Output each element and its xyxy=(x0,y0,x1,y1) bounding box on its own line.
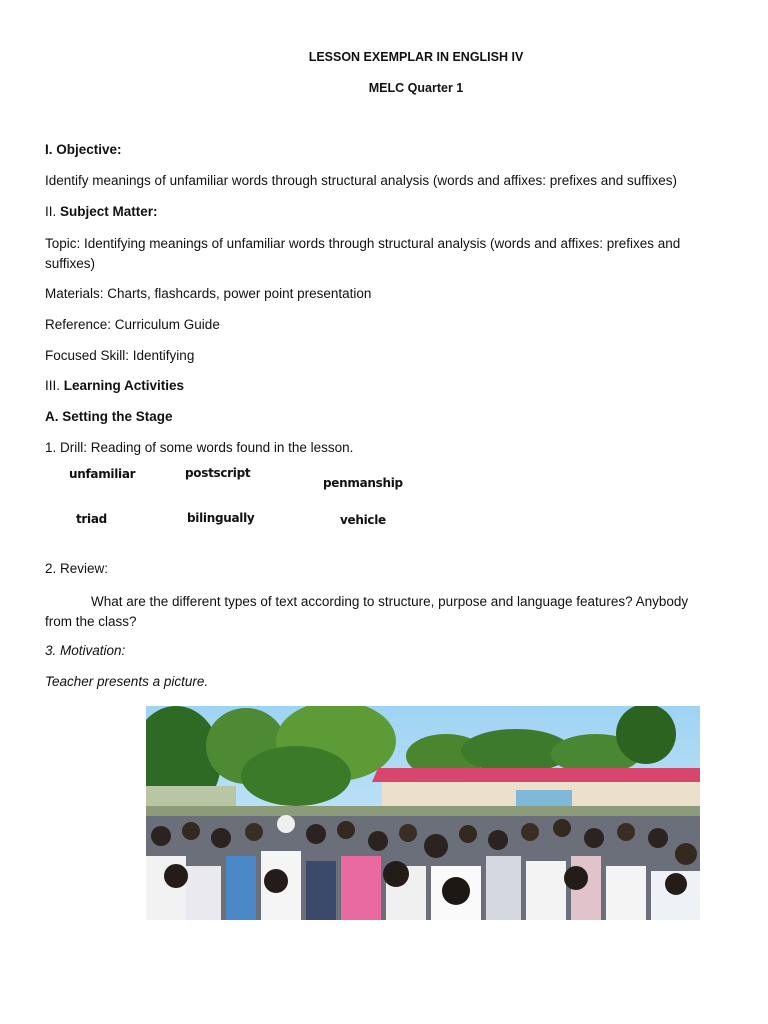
objective-heading: I. Objective: xyxy=(45,142,122,157)
learning-activities-label: Learning Activities xyxy=(63,378,185,393)
lesson-title: LESSON EXEMPLAR IN ENGLISH IV xyxy=(308,50,524,64)
subject-matter-heading xyxy=(45,204,158,219)
learning-activities-heading xyxy=(45,378,184,393)
drill-text: 1. Drill: Reading of some words found in the lesson. xyxy=(45,440,354,455)
subject-matter-number: II. xyxy=(45,204,61,219)
drill-word: penmanship xyxy=(323,476,403,490)
motivation-text: Teacher presents a picture. xyxy=(45,674,209,689)
learning-activities-number: III. xyxy=(45,378,64,393)
drill-word: unfamiliar xyxy=(69,467,136,481)
motivation-heading: 3. Motivation: xyxy=(45,643,126,658)
drill-word: vehicle xyxy=(340,513,386,527)
materials-text: Materials: Charts, flashcards, power point presentation xyxy=(45,286,372,301)
setting-stage-heading: A. Setting the Stage xyxy=(45,409,173,424)
drill-word: bilingually xyxy=(187,511,255,525)
school-assembly-photo xyxy=(146,706,700,920)
lesson-subtitle: MELC Quarter 1 xyxy=(368,81,464,95)
review-heading: 2. Review: xyxy=(45,561,109,576)
review-question: What are the different types of text according to structure, purpose and language features? Anybody from the class? xyxy=(45,594,689,629)
reference-text: Reference: Curriculum Guide xyxy=(45,317,220,332)
objective-text: Identify meanings of unfamiliar words through structural analysis (words and affixes: prefixes and suffixes) xyxy=(45,173,678,188)
focused-skill-text: Focused Skill: Identifying xyxy=(45,348,195,363)
drill-word: triad xyxy=(76,512,107,526)
drill-word: postscript xyxy=(185,466,251,480)
topic-text: Topic: Identifying meanings of unfamiliar words through structural analysis (words and affixes: prefixes and suffixes) xyxy=(45,236,681,271)
subject-matter-label: Subject Matter: xyxy=(60,204,158,219)
